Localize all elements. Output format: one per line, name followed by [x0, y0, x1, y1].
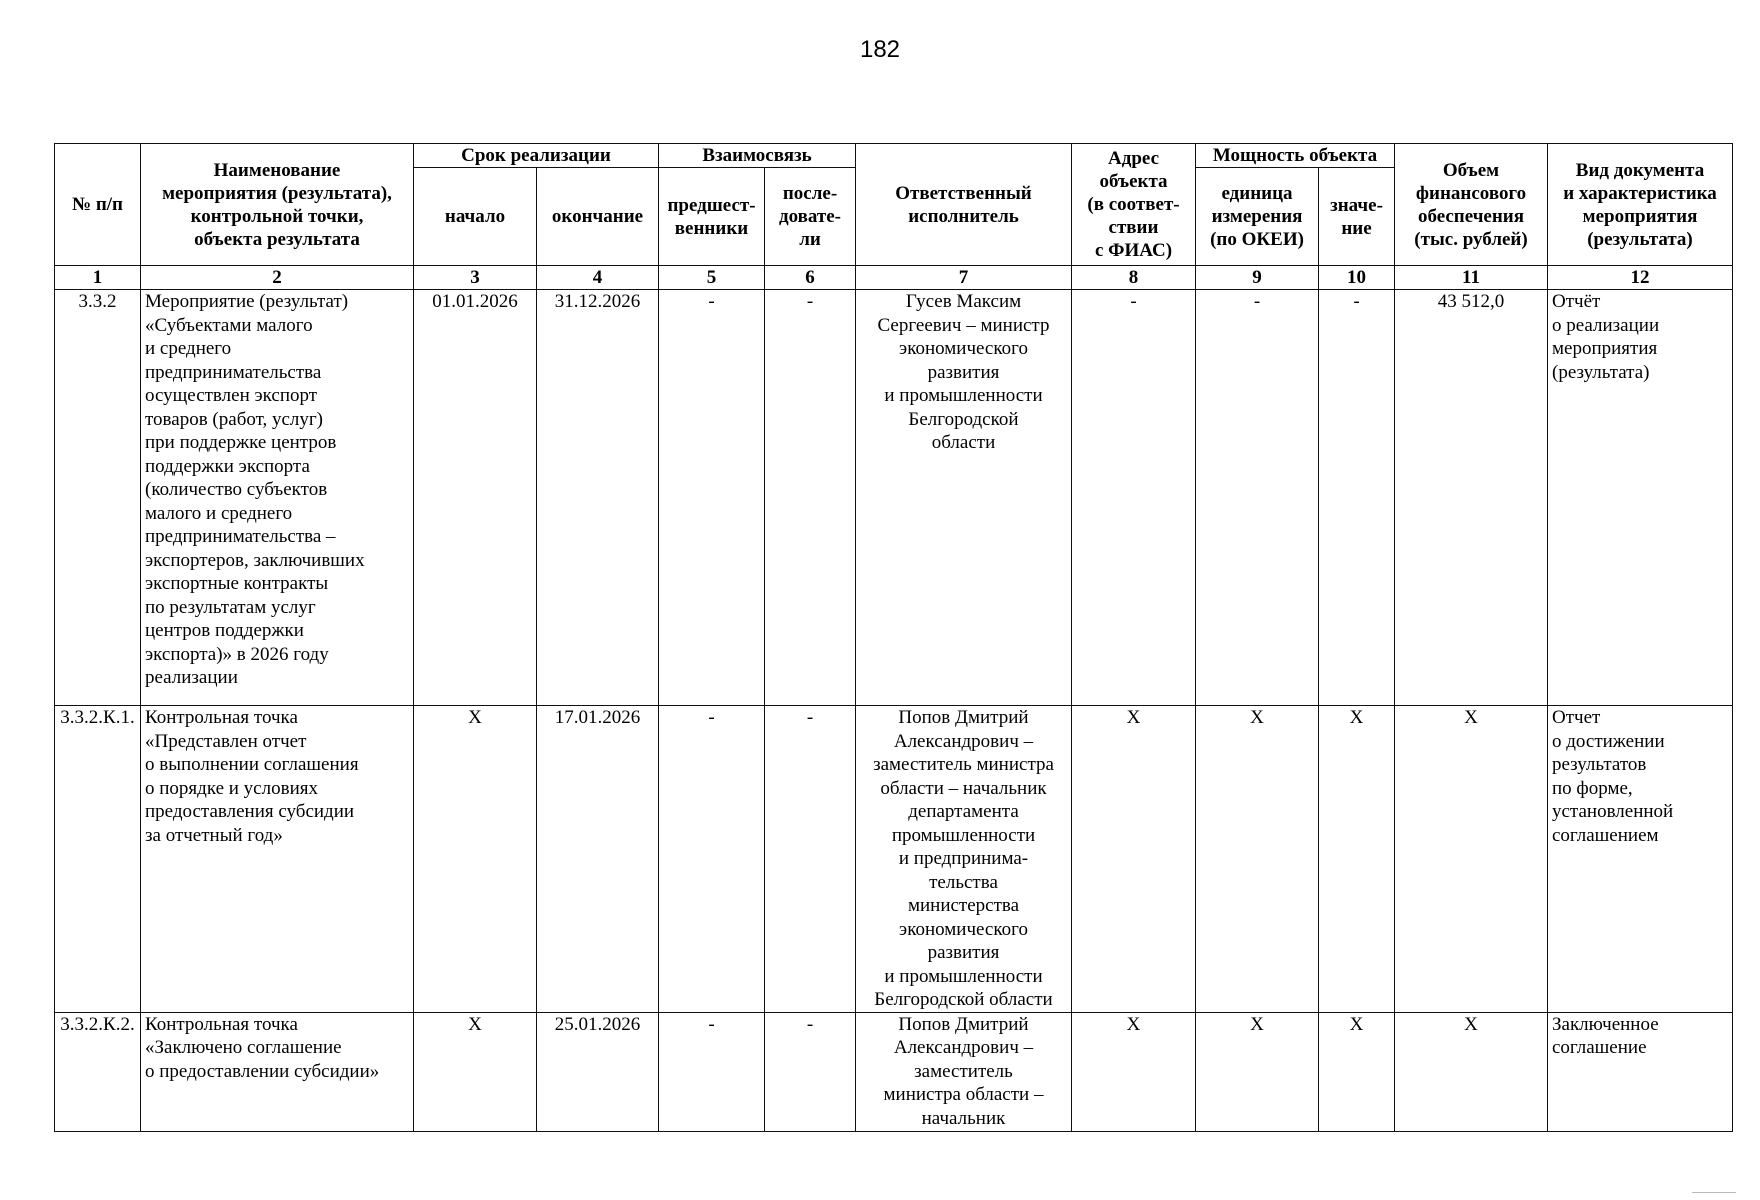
- cell-doc-type: Заключенное соглашение: [1548, 1012, 1733, 1131]
- cell-address: X: [1072, 706, 1196, 1013]
- header-period-group: Срок реализации: [414, 144, 659, 168]
- cell-address: X: [1072, 1012, 1196, 1131]
- column-number: 11: [1395, 266, 1548, 290]
- header-capacity-group: Мощность объекта: [1196, 144, 1395, 168]
- cell-unit: X: [1196, 706, 1319, 1013]
- cell-successors: -: [765, 290, 856, 706]
- column-number: 3: [414, 266, 537, 290]
- column-number: 1: [55, 266, 141, 290]
- cell-predecessors: -: [659, 290, 765, 706]
- cell-responsible: Попов Дмитрий Александрович – заместитель министра области – начальник департамента промышленности и предпринима- тельства министерства экономического развития и промышленности Белгородской области: [856, 706, 1072, 1013]
- column-number: 7: [856, 266, 1072, 290]
- cell-responsible: Попов Дмитрий Александрович – заместитель министра области – начальник: [856, 1012, 1072, 1131]
- table-row: [55, 706, 1733, 1013]
- cell-unit: -: [1196, 290, 1319, 706]
- cell-num: 3.3.2: [55, 290, 141, 706]
- cell-value: X: [1319, 706, 1395, 1013]
- cell-start: 01.01.2026: [414, 290, 537, 706]
- header-start: начало: [414, 168, 537, 266]
- cell-name: Мероприятие (результат) «Субъектами малого и среднего предпринимательства осуществлен экспорт товаров (работ, услуг) при поддержке центров поддержки экспорта (количество субъектов малого и среднего предпринимательства – экспортеров, заключивших экспортные контракты по результатам услуг центров поддержки экспорта)» в 2026 году реализации: [141, 290, 414, 706]
- cell-start: X: [414, 1012, 537, 1131]
- header-responsible: Ответственный исполнитель: [856, 144, 1072, 266]
- cell-end: 25.01.2026: [537, 1012, 659, 1131]
- header-successors: после- довате- ли: [765, 168, 856, 266]
- cell-successors: -: [765, 706, 856, 1013]
- cell-predecessors: -: [659, 706, 765, 1013]
- header-doc-type: Вид документа и характеристика мероприятия (результата): [1548, 144, 1733, 266]
- column-number: 10: [1319, 266, 1395, 290]
- header-value: значе- ние: [1319, 168, 1395, 266]
- page-number: 182: [859, 36, 901, 63]
- column-number: 8: [1072, 266, 1196, 290]
- cell-predecessors: -: [659, 1012, 765, 1131]
- cell-num: 3.3.2.К.1.: [55, 706, 141, 1013]
- column-number: 2: [141, 266, 414, 290]
- cell-value: X: [1319, 1012, 1395, 1131]
- cell-doc-type: Отчёт о реализации мероприятия (результата): [1548, 290, 1733, 706]
- column-number: 12: [1548, 266, 1733, 290]
- scan-artifact-line: [1692, 1192, 1736, 1193]
- column-number: 9: [1196, 266, 1319, 290]
- header-num: № п/п: [55, 144, 141, 266]
- header-name: Наименование мероприятия (результата), контрольной точки, объекта результата: [141, 144, 414, 266]
- cell-name: Контрольная точка «Представлен отчет о выполнении соглашения о порядке и условиях предоставления субсидии за отчетный год»: [141, 706, 414, 1013]
- cell-finance: X: [1395, 706, 1548, 1013]
- header-predecessors: предшест- венники: [659, 168, 765, 266]
- cell-name: Контрольная точка «Заключено соглашение о предоставлении субсидии»: [141, 1012, 414, 1131]
- cell-num: 3.3.2.К.2.: [55, 1012, 141, 1131]
- cell-start: X: [414, 706, 537, 1013]
- plan-table: [54, 143, 1733, 1132]
- column-number-row: [55, 266, 1733, 290]
- cell-end: 17.01.2026: [537, 706, 659, 1013]
- cell-finance: X: [1395, 1012, 1548, 1131]
- cell-finance: 43 512,0: [1395, 290, 1548, 706]
- column-number: 6: [765, 266, 856, 290]
- header-finance: Объем финансового обеспечения (тыс. рублей): [1395, 144, 1548, 266]
- cell-value: -: [1319, 290, 1395, 706]
- table-row: [55, 290, 1733, 706]
- cell-end: 31.12.2026: [537, 290, 659, 706]
- cell-responsible: Гусев Максим Сергеевич – министр экономического развития и промышленности Белгородской области: [856, 290, 1072, 706]
- cell-doc-type: Отчет о достижении результатов по форме, установленной соглашением: [1548, 706, 1733, 1013]
- cell-successors: -: [765, 1012, 856, 1131]
- header-unit: единица измерения (по ОКЕИ): [1196, 168, 1319, 266]
- column-number: 4: [537, 266, 659, 290]
- table-row: [55, 1012, 1733, 1131]
- header-address: Адрес объекта (в соответ- ствии с ФИАС): [1072, 144, 1196, 266]
- cell-address: -: [1072, 290, 1196, 706]
- header-link-group: Взаимосвязь: [659, 144, 856, 168]
- header-end: окончание: [537, 168, 659, 266]
- column-number: 5: [659, 266, 765, 290]
- cell-unit: X: [1196, 1012, 1319, 1131]
- header-row-group: [55, 144, 1733, 168]
